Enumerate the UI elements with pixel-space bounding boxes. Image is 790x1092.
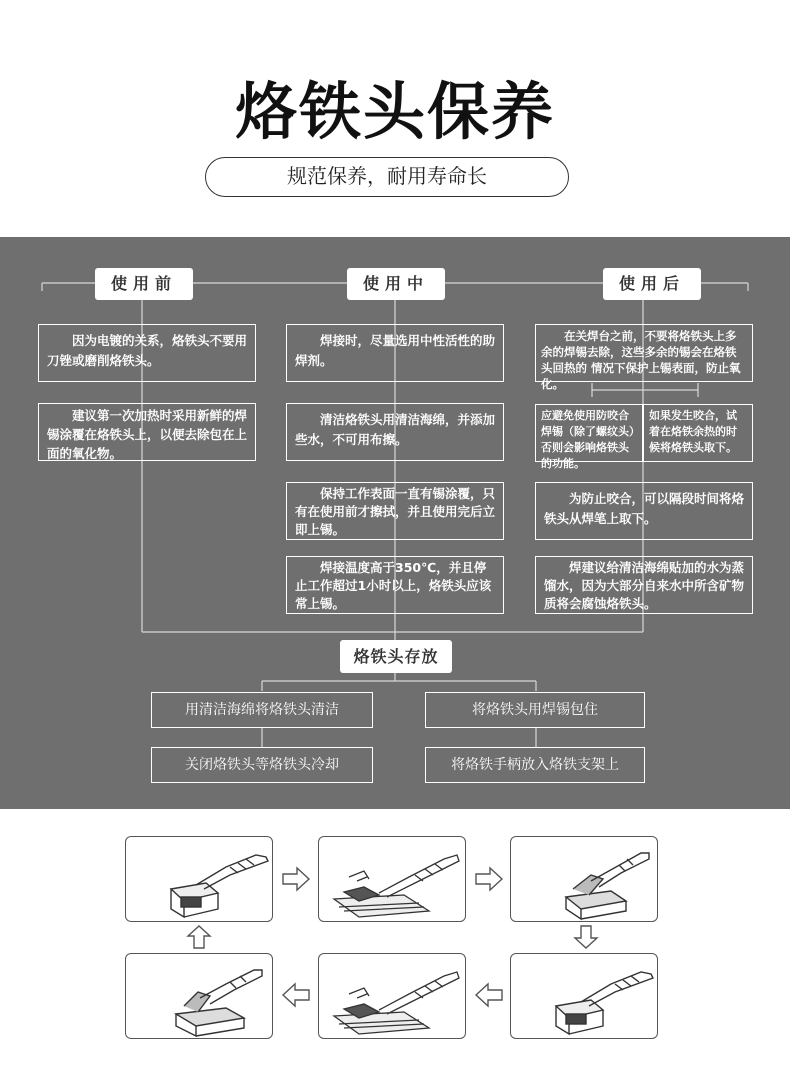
outline-arrow-icon (474, 982, 504, 1008)
after-use-tip-4: 为防止咬合，可以隔段时间将烙铁头从焊笔上取下。 (535, 482, 753, 540)
after-use-tip-1: 在关焊台之前，不要将烙铁头上多余的焊锡去除，这些多余的锡会在烙铁头回热的 情况下保护上锡表面，防止氧化。 (535, 324, 753, 382)
during-use-tip-3: 保持工作表面一直有锡涂覆，只有在使用前才擦拭，并且使用完后立即上锡。 (286, 482, 504, 540)
storage-step-clean: 用清洁海绵将烙铁头清洁 (151, 692, 373, 728)
page-title: 烙铁头保养 (234, 75, 555, 148)
storage-step-holder: 将烙铁手柄放入烙铁支架上 (425, 747, 645, 783)
after-use-tip-3: 如果发生咬合，试着在烙铁余热的时候将烙铁头取下。 (643, 404, 753, 462)
after-use-tip-5: 焊建议给清洁海绵贴加的水为蒸馏水，因为大部分自来水中所含矿物质将会腐蚀烙铁头。 (535, 556, 753, 614)
before-use-tip-2: 建议第一次加热时采用新鲜的焊锡涂覆在烙铁头上，以便去除包在上面的氧化物。 (38, 403, 256, 461)
soldering-iron-icon (319, 954, 467, 1040)
illustration-wiping-sponge-bottom (318, 953, 466, 1039)
tab-after-use: 使用后 (603, 268, 701, 300)
storage-title: 烙铁头存放 (340, 640, 452, 673)
storage-step-cool: 关闭烙铁头等烙铁头冷却 (151, 747, 373, 783)
illustration-iron-on-stand-bottom (510, 953, 658, 1039)
maintenance-panel (0, 237, 790, 809)
tab-during-use: 使用中 (347, 268, 445, 300)
tab-before-use: 使用前 (95, 268, 193, 300)
soldering-iron-icon (319, 837, 467, 923)
illustration-wiping-sponge-top (318, 836, 466, 922)
outline-arrow-icon (474, 866, 504, 892)
during-use-tip-4: 焊接温度高于350℃，并且停止工作超过1小时以上，烙铁头应该常上锡。 (286, 556, 504, 614)
soldering-iron-icon (126, 837, 274, 923)
during-use-tip-2: 清洁烙铁头用清洁海绵，并添加些水，不可用布擦。 (286, 403, 504, 461)
soldering-iron-icon (511, 837, 659, 923)
soldering-iron-icon (126, 954, 274, 1040)
during-use-tip-1: 焊接时，尽量选用中性活性的助焊剂。 (286, 324, 504, 382)
illustration-iron-in-holder-bottom (125, 953, 273, 1039)
outline-arrow-icon (281, 982, 311, 1008)
storage-step-tin: 将烙铁头用焊锡包住 (425, 692, 645, 728)
soldering-iron-icon (511, 954, 659, 1040)
outline-arrow-icon (281, 866, 311, 892)
after-use-tip-2: 应避免使用防咬合焊锡（除了螺纹头）否则会影响烙铁头的功能。 (535, 404, 643, 462)
illustration-iron-on-stand-top (125, 836, 273, 922)
before-use-tip-1: 因为电镀的关系，烙铁头不要用刀锉或磨削烙铁头。 (38, 324, 256, 382)
subtitle-pill: 规范保养，耐用寿命长 (205, 157, 569, 197)
illustration-iron-in-holder-top (510, 836, 658, 922)
outline-arrow-icon (186, 924, 212, 950)
outline-arrow-icon (573, 924, 599, 950)
